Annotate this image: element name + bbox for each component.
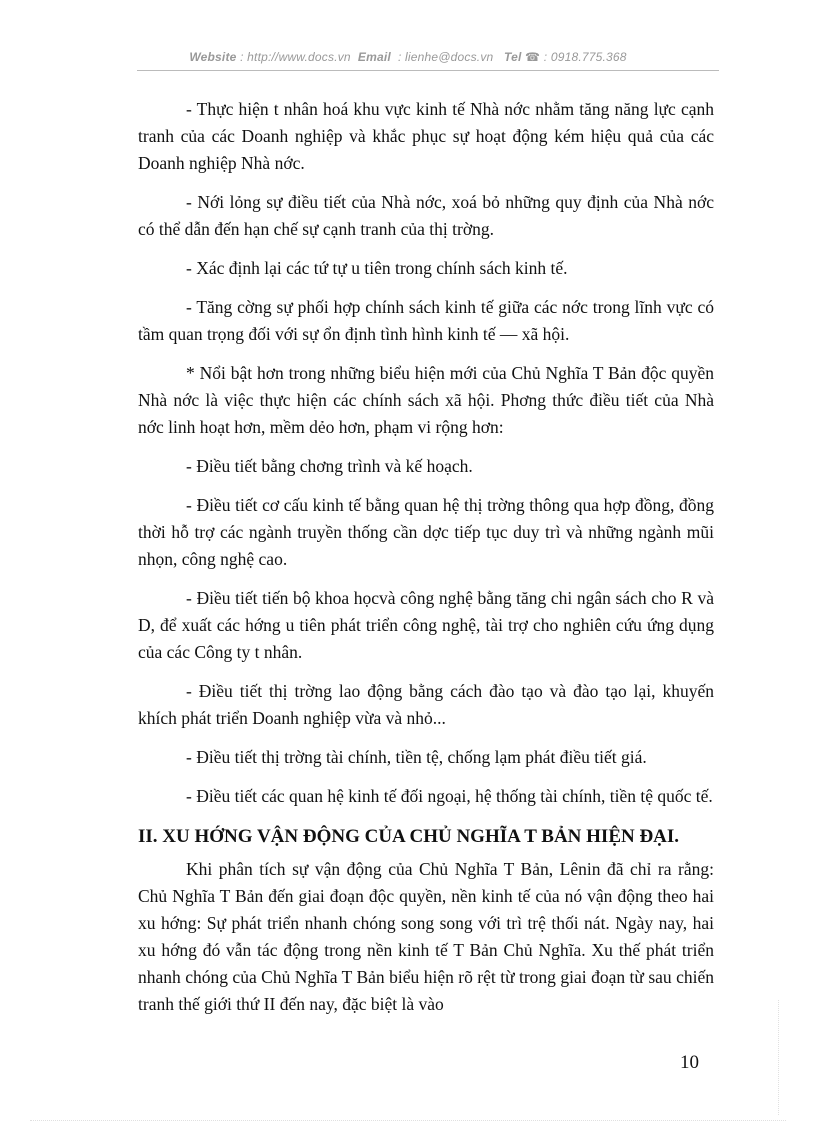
page-number: 10 [680, 1052, 699, 1073]
paragraph: - Điều tiết cơ cấu kinh tế bằng quan hệ thị trờng thông qua hợp đồng, đồng thời hỗ trợ các ngành truyền thống cần dợc tiếp tục duy trì và những ngành mũi nhọn, công nghệ cao. [138, 495, 714, 569]
tel-value: : 0918.775.368 [543, 50, 627, 64]
website-value: : http://www.docs.vn [240, 50, 351, 64]
paragraph: - Điều tiết tiến bộ khoa họcvà công nghệ bằng tăng chi ngân sách cho R và D, để xuất các hớng u tiên phát triển công nghệ, tài trợ cho nghiên cứu ứng dụng của các Công ty t nhân. [138, 588, 714, 662]
paragraph: - Xác định lại các tứ tự u tiên trong chính sách kinh tế. [186, 258, 568, 278]
paragraph: - Điều tiết thị trờng lao động bằng cách đào tạo và đào tạo lại, khuyến khích phát triển Doanh nghiệp vừa và nhỏ... [138, 681, 714, 728]
paragraph: - Điều tiết thị trờng tài chính, tiền tệ, chống lạm phát điều tiết giá. [186, 747, 647, 767]
header-divider [137, 70, 719, 71]
page-border-right [778, 1000, 779, 1115]
paragraph: - Nới lỏng sự điều tiết của Nhà nớc, xoá bỏ những quy định của Nhà nớc có thể dẫn đến hạn chế sự cạnh tranh của thị trờng. [138, 192, 714, 239]
email-label: Email [357, 50, 391, 64]
paragraph: * Nổi bật hơn trong những biểu hiện mới của Chủ Nghĩa T Bản độc quyền Nhà nớc là việc thực hiện các chính sách xã hội. Phơng thức điều tiết của Nhà nớc linh hoạt hơn, mềm dẻo hơn, phạm vi rộng hơn: [138, 363, 714, 437]
paragraph: - Thực hiện t nhân hoá khu vực kinh tế Nhà nớc nhằm tăng năng lực cạnh tranh của các Doanh nghiệp và khắc phục sự hoạt động kém hiệu quả của các Doanh nghiệp Nhà nớc. [138, 99, 714, 173]
section-heading: II. XU HỚNG VẬN ĐỘNG CỦA CHỦ NGHĨA T BẢN HIỆN ĐẠI. [138, 826, 680, 847]
email-value: : lienhe@docs.vn [397, 50, 494, 64]
website-label: Website [189, 50, 237, 64]
paragraph: - Tăng cờng sự phối hợp chính sách kinh tế giữa các nớc trong lĩnh vực có tầm quan trọng đối với sự ổn định tình hình kinh tế — xã hội. [138, 297, 714, 344]
tel-label: Tel ☎ [504, 50, 541, 64]
paragraph: - Điều tiết bằng chơng trình và kế hoạch. [186, 456, 473, 476]
page-header [0, 50, 816, 64]
paragraph: - Điều tiết các quan hệ kinh tế đối ngoại, hệ thống tài chính, tiền tệ quốc tế. [186, 786, 713, 806]
page-border-bottom [30, 1120, 786, 1121]
document-body [138, 96, 714, 1030]
closing-paragraph: Khi phân tích sự vận động của Chủ Nghĩa T Bản, Lênin đã chỉ ra rằng: Chủ Nghĩa T Bản đến giai đoạn độc quyền, nền kinh tế của nó vận động theo hai xu hớng: Sự phát triển nhanh chóng song song với trì trệ thối nát. Ngày nay, hai xu hớng đó vẫn tác động trong nền kinh tế T Bản Chủ Nghĩa. Xu thế phát triển nhanh chóng của Chủ Nghĩa T Bản biểu hiện rõ rệt từ trong giai đoạn từ sau chiến tranh thế giới thứ II đến nay, đặc biệt là vào [138, 859, 714, 1014]
